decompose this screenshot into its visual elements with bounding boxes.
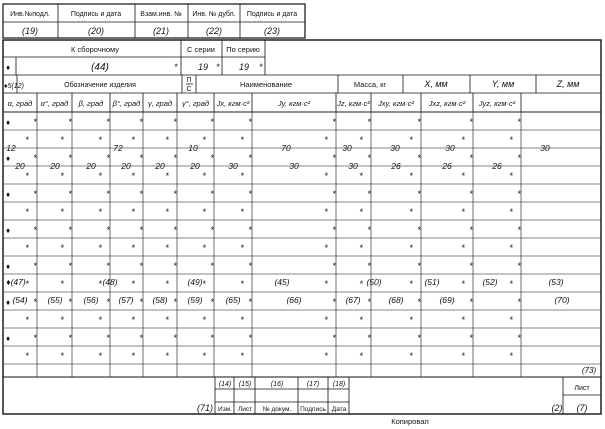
- bottom-block: [3, 366, 601, 414]
- asterisk: *: [509, 279, 513, 289]
- asterisk: *: [240, 279, 244, 289]
- asterisk: *: [139, 333, 143, 343]
- asterisk: *: [68, 333, 72, 343]
- field-code-row1: ♦(47): [6, 277, 26, 287]
- width-row2-value: 20: [190, 161, 200, 171]
- width-row2-value: 30: [289, 161, 299, 171]
- stamp-header-2: Подпись и дата: [70, 11, 122, 18]
- width-row1-value: 30: [390, 143, 400, 153]
- asterisk: *: [173, 261, 177, 271]
- to-series-label: По серию: [226, 45, 260, 54]
- asterisk: *: [248, 153, 252, 163]
- asterisk: *: [509, 135, 513, 145]
- designation-header: Обозначение изделия: [64, 82, 136, 89]
- asterisk: *: [409, 207, 413, 217]
- asterisk: *: [210, 297, 214, 307]
- asterisk: *: [174, 62, 178, 72]
- asterisk: *: [173, 333, 177, 343]
- row-diamond-marker: ♦: [5, 154, 11, 163]
- asterisk: *: [409, 135, 413, 145]
- asterisk: *: [68, 225, 72, 235]
- asterisk: *: [517, 153, 521, 163]
- code-71: (71): [196, 403, 214, 413]
- asterisk: *: [417, 189, 421, 199]
- width-row2-value: 26: [442, 161, 452, 171]
- to-series-value: 19: [238, 62, 250, 72]
- asterisk: *: [131, 171, 135, 181]
- asterisk: *: [60, 135, 64, 145]
- asterisk: *: [332, 261, 336, 271]
- field-code-row1: (50): [366, 277, 382, 287]
- asterisk: *: [417, 117, 421, 127]
- param-header: γ°, град: [181, 99, 210, 108]
- asterisk: *: [165, 243, 169, 253]
- stamp-header-1: Инв.№подл.: [10, 11, 50, 18]
- asterisk: *: [98, 135, 102, 145]
- asterisk: *: [240, 351, 244, 361]
- asterisk: *: [359, 351, 363, 361]
- x-header: X, мм: [424, 79, 448, 89]
- asterisk: *: [417, 153, 421, 163]
- param-header: Jx, кгм·с²: [216, 99, 250, 108]
- from-series-label: С серии: [187, 45, 215, 54]
- asterisk: *: [409, 243, 413, 253]
- asterisk: *: [324, 243, 328, 253]
- width-row1-value: 72: [113, 143, 123, 153]
- asterisk: *: [359, 243, 363, 253]
- row-diamond-marker: ♦: [5, 298, 11, 307]
- asterisk: *: [359, 279, 363, 289]
- asterisk: *: [240, 171, 244, 181]
- assembly-label: К сборочному: [70, 45, 120, 54]
- asterisk: *: [367, 189, 371, 199]
- param-header: Jxy, кгм·с²: [378, 99, 414, 108]
- param-header: Jy, кгм·с²: [277, 99, 311, 108]
- field-code-row2: (69): [439, 295, 455, 305]
- asterisk: *: [202, 315, 206, 325]
- asterisk: *: [106, 261, 110, 271]
- width-row1-value: 70: [281, 143, 291, 153]
- row-diamond-marker: ♦: [5, 190, 11, 199]
- assembly-code: (44): [91, 62, 109, 73]
- asterisk: *: [173, 117, 177, 127]
- asterisk: *: [25, 279, 29, 289]
- asterisk: *: [60, 279, 64, 289]
- asterisk: *: [139, 297, 143, 307]
- asterisk: *: [98, 243, 102, 253]
- asterisk: *: [469, 189, 473, 199]
- asterisk: *: [469, 117, 473, 127]
- field-code-row2: (59): [187, 295, 203, 305]
- col-code-15: (15): [238, 381, 252, 388]
- asterisk: *: [165, 279, 169, 289]
- asterisk: *: [60, 171, 64, 181]
- width-row2-value: 20: [121, 161, 131, 171]
- asterisk: *: [332, 333, 336, 343]
- asterisk: *: [33, 117, 37, 127]
- asterisk: *: [68, 153, 72, 163]
- asterisk: *: [332, 117, 336, 127]
- stamp-code-19: (19): [21, 26, 39, 36]
- asterisk: *: [165, 207, 169, 217]
- data-grid: [3, 112, 601, 377]
- asterisk: *: [240, 243, 244, 253]
- from-series-value: 19: [197, 62, 209, 72]
- col-label-izm: Изм.: [218, 406, 232, 413]
- asterisk: *: [469, 153, 473, 163]
- asterisk: *: [332, 189, 336, 199]
- diamond-marker: ♦: [6, 63, 11, 72]
- stamp-code-20: (20): [87, 26, 105, 36]
- field-code-row1: (51): [424, 277, 440, 287]
- width-row2-value: 20: [86, 161, 96, 171]
- asterisk: *: [409, 315, 413, 325]
- width-row1-value: 10: [188, 143, 198, 153]
- row-diamond-marker: ♦: [5, 262, 11, 271]
- asterisk: *: [248, 333, 252, 343]
- asterisk: *: [324, 315, 328, 325]
- asterisk: *: [106, 225, 110, 235]
- stamp-code-22: (22): [205, 26, 223, 36]
- asterisk: *: [131, 315, 135, 325]
- asterisk: *: [165, 135, 169, 145]
- asterisk: *: [461, 279, 465, 289]
- asterisk: *: [210, 333, 214, 343]
- mass-header: Масса, кг: [353, 80, 387, 89]
- field-code-row2: (54): [12, 295, 28, 305]
- asterisk: *: [139, 225, 143, 235]
- asterisk: *: [98, 279, 102, 289]
- asterisk: *: [259, 62, 263, 72]
- asterisk: *: [131, 207, 135, 217]
- asterisk: *: [248, 297, 252, 307]
- asterisk: *: [25, 243, 29, 253]
- asterisk: *: [359, 315, 363, 325]
- code-73: (73): [581, 366, 597, 375]
- asterisk: *: [106, 333, 110, 343]
- asterisk: *: [106, 153, 110, 163]
- asterisk: *: [240, 315, 244, 325]
- assembly-block: [3, 40, 601, 75]
- param-header: Jxz, кгм·с²: [428, 99, 466, 108]
- asterisk: *: [139, 153, 143, 163]
- asterisk: *: [509, 207, 513, 217]
- code-2: (2): [551, 403, 563, 413]
- asterisk: *: [60, 243, 64, 253]
- asterisk: *: [139, 117, 143, 127]
- asterisk: *: [25, 351, 29, 361]
- asterisk: *: [33, 333, 37, 343]
- field-code-row1: (52): [482, 277, 498, 287]
- col-label-sign: Подпись: [300, 406, 326, 413]
- asterisk: *: [25, 135, 29, 145]
- asterisk: *: [367, 261, 371, 271]
- field-code-row1: (45): [274, 277, 290, 287]
- asterisk: *: [367, 333, 371, 343]
- asterisk: *: [469, 297, 473, 307]
- stamp-header-5: Подпись и дата: [246, 11, 298, 18]
- field-code-row2: (68): [388, 295, 404, 305]
- field-code-row1: (49): [187, 277, 203, 287]
- asterisk: *: [210, 225, 214, 235]
- field-code-row1: (48): [102, 277, 118, 287]
- field-code-row2: (57): [118, 295, 134, 305]
- asterisk: *: [517, 117, 521, 127]
- asterisk: *: [68, 117, 72, 127]
- asterisk: *: [68, 261, 72, 271]
- asterisk: *: [324, 207, 328, 217]
- asterisk: *: [131, 135, 135, 145]
- asterisk: *: [210, 261, 214, 271]
- asterisk: *: [469, 261, 473, 271]
- width-row2-value: 26: [492, 161, 502, 171]
- asterisk: *: [509, 243, 513, 253]
- asterisk: *: [324, 135, 328, 145]
- asterisk: *: [60, 351, 64, 361]
- asterisk: *: [210, 189, 214, 199]
- designation-row: [3, 75, 601, 93]
- width-row2-value: 20: [15, 161, 25, 171]
- asterisk: *: [417, 333, 421, 343]
- asterisk: *: [165, 315, 169, 325]
- code-7: (7): [576, 403, 588, 413]
- asterisk: *: [131, 351, 135, 361]
- field-code-row1: (53): [548, 277, 564, 287]
- asterisk: *: [367, 153, 371, 163]
- asterisk: *: [517, 333, 521, 343]
- asterisk: *: [324, 279, 328, 289]
- asterisk: *: [461, 243, 465, 253]
- asterisk: *: [202, 135, 206, 145]
- asterisk: *: [248, 189, 252, 199]
- asterisk: *: [131, 279, 135, 289]
- col-code-18: (18): [332, 381, 346, 388]
- col-code-14: (14): [218, 381, 232, 388]
- field-code-row2: (56): [83, 295, 99, 305]
- asterisk: *: [409, 351, 413, 361]
- width-row2-value: 30: [228, 161, 238, 171]
- width-row2-value: 26: [391, 161, 401, 171]
- width-row2-value: 20: [50, 161, 60, 171]
- width-row1-value: 30: [342, 143, 352, 153]
- asterisk: *: [417, 261, 421, 271]
- asterisk: *: [469, 225, 473, 235]
- asterisk: *: [68, 189, 72, 199]
- col-code-17: (17): [306, 381, 320, 388]
- param-header: γ, град: [147, 99, 173, 108]
- field-code-row2: (66): [286, 295, 302, 305]
- field-code-row2: (58): [152, 295, 168, 305]
- y-header: Y, мм: [491, 79, 515, 89]
- asterisk: *: [25, 171, 29, 181]
- asterisk: *: [106, 189, 110, 199]
- asterisk: *: [359, 171, 363, 181]
- asterisk: *: [367, 225, 371, 235]
- asterisk: *: [332, 153, 336, 163]
- field-code-row2: (67): [345, 295, 361, 305]
- asterisk: *: [165, 351, 169, 361]
- asterisk: *: [33, 189, 37, 199]
- row-diamond-marker: ♦: [5, 334, 11, 343]
- asterisk: *: [25, 207, 29, 217]
- stamp-header-3: Взам.инв. №: [140, 11, 182, 18]
- asterisk: *: [248, 117, 252, 127]
- col-label-doc: № докум.: [262, 406, 292, 413]
- asterisk: *: [509, 351, 513, 361]
- asterisk: *: [248, 261, 252, 271]
- name-header: Наименование: [240, 80, 292, 89]
- stamp-header-4: Инв. № дубл.: [192, 11, 236, 18]
- asterisk: *: [324, 171, 328, 181]
- asterisk: *: [33, 225, 37, 235]
- asterisk: *: [332, 225, 336, 235]
- asterisk: *: [33, 261, 37, 271]
- asterisk: *: [461, 351, 465, 361]
- asterisk: *: [202, 351, 206, 361]
- asterisk: *: [68, 297, 72, 307]
- asterisk: *: [324, 351, 328, 361]
- asterisk: *: [202, 243, 206, 253]
- row-marker: ♦5(12): [4, 83, 24, 90]
- asterisk: *: [33, 153, 37, 163]
- col-code-16: (16): [270, 381, 284, 388]
- width-row1-value: 12: [6, 143, 16, 153]
- asterisk: *: [517, 189, 521, 199]
- asterisk: *: [98, 171, 102, 181]
- asterisk: *: [98, 207, 102, 217]
- asterisk: *: [461, 171, 465, 181]
- field-code-row2: (70): [554, 295, 570, 305]
- asterisk: *: [202, 171, 206, 181]
- asterisk: *: [210, 153, 214, 163]
- asterisk: *: [139, 261, 143, 271]
- asterisk: *: [461, 135, 465, 145]
- asterisk: *: [248, 225, 252, 235]
- width-row1-value: 30: [540, 143, 550, 153]
- asterisk: *: [165, 171, 169, 181]
- asterisk: *: [367, 297, 371, 307]
- width-row1-value: 30: [445, 143, 455, 153]
- param-header-row: [3, 93, 601, 112]
- asterisk: *: [131, 243, 135, 253]
- asterisk: *: [359, 135, 363, 145]
- asterisk: *: [517, 261, 521, 271]
- param-header: α, град: [7, 99, 33, 108]
- param-header: Jz, кгм·с²: [337, 99, 370, 108]
- asterisk: *: [240, 207, 244, 217]
- field-code-row2: (65): [225, 295, 241, 305]
- param-header: α°, град: [40, 99, 69, 108]
- sheet-label: Лист: [574, 385, 590, 392]
- col-label-date: Дата: [331, 406, 347, 413]
- asterisk: *: [139, 189, 143, 199]
- asterisk: *: [60, 315, 64, 325]
- stamp-code-21: (21): [152, 26, 170, 36]
- param-header: β, град: [78, 99, 104, 108]
- asterisk: *: [173, 225, 177, 235]
- asterisk: *: [33, 297, 37, 307]
- asterisk: *: [409, 171, 413, 181]
- asterisk: *: [417, 297, 421, 307]
- asterisk: *: [359, 207, 363, 217]
- col-label-list: Лист: [237, 406, 253, 413]
- asterisk: *: [173, 297, 177, 307]
- fraction-top: П: [186, 77, 192, 84]
- asterisk: *: [409, 279, 413, 289]
- row-diamond-marker: ♦: [5, 118, 11, 127]
- asterisk: *: [173, 153, 177, 163]
- asterisk: *: [332, 297, 336, 307]
- asterisk: *: [106, 297, 110, 307]
- asterisk: *: [509, 315, 513, 325]
- asterisk: *: [517, 297, 521, 307]
- fraction-bottom: С: [186, 86, 192, 93]
- row-diamond-marker: ♦: [5, 226, 11, 235]
- asterisk: *: [517, 225, 521, 235]
- asterisk: *: [216, 62, 220, 72]
- asterisk: *: [60, 207, 64, 217]
- asterisk: *: [202, 279, 206, 289]
- asterisk: *: [417, 225, 421, 235]
- asterisk: *: [98, 315, 102, 325]
- width-row2-value: 20: [155, 161, 165, 171]
- field-code-row2: (55): [47, 295, 63, 305]
- asterisk: *: [210, 117, 214, 127]
- asterisk: *: [509, 171, 513, 181]
- asterisk: *: [202, 207, 206, 217]
- param-header: β°, град: [112, 99, 141, 108]
- top-stamp: [3, 4, 305, 38]
- z-header: Z, мм: [556, 79, 580, 89]
- asterisk: *: [240, 135, 244, 145]
- width-row2-value: 30: [348, 161, 358, 171]
- asterisk: *: [461, 315, 465, 325]
- asterisk: *: [469, 333, 473, 343]
- param-header: Jyz, кгм·с²: [478, 99, 516, 108]
- asterisk: *: [25, 315, 29, 325]
- asterisk: *: [98, 351, 102, 361]
- asterisk: *: [173, 189, 177, 199]
- stamp-code-23: (23): [263, 26, 281, 36]
- asterisk: *: [367, 117, 371, 127]
- footer-copied: Копировал: [391, 417, 429, 426]
- asterisk: *: [106, 117, 110, 127]
- asterisk: *: [461, 207, 465, 217]
